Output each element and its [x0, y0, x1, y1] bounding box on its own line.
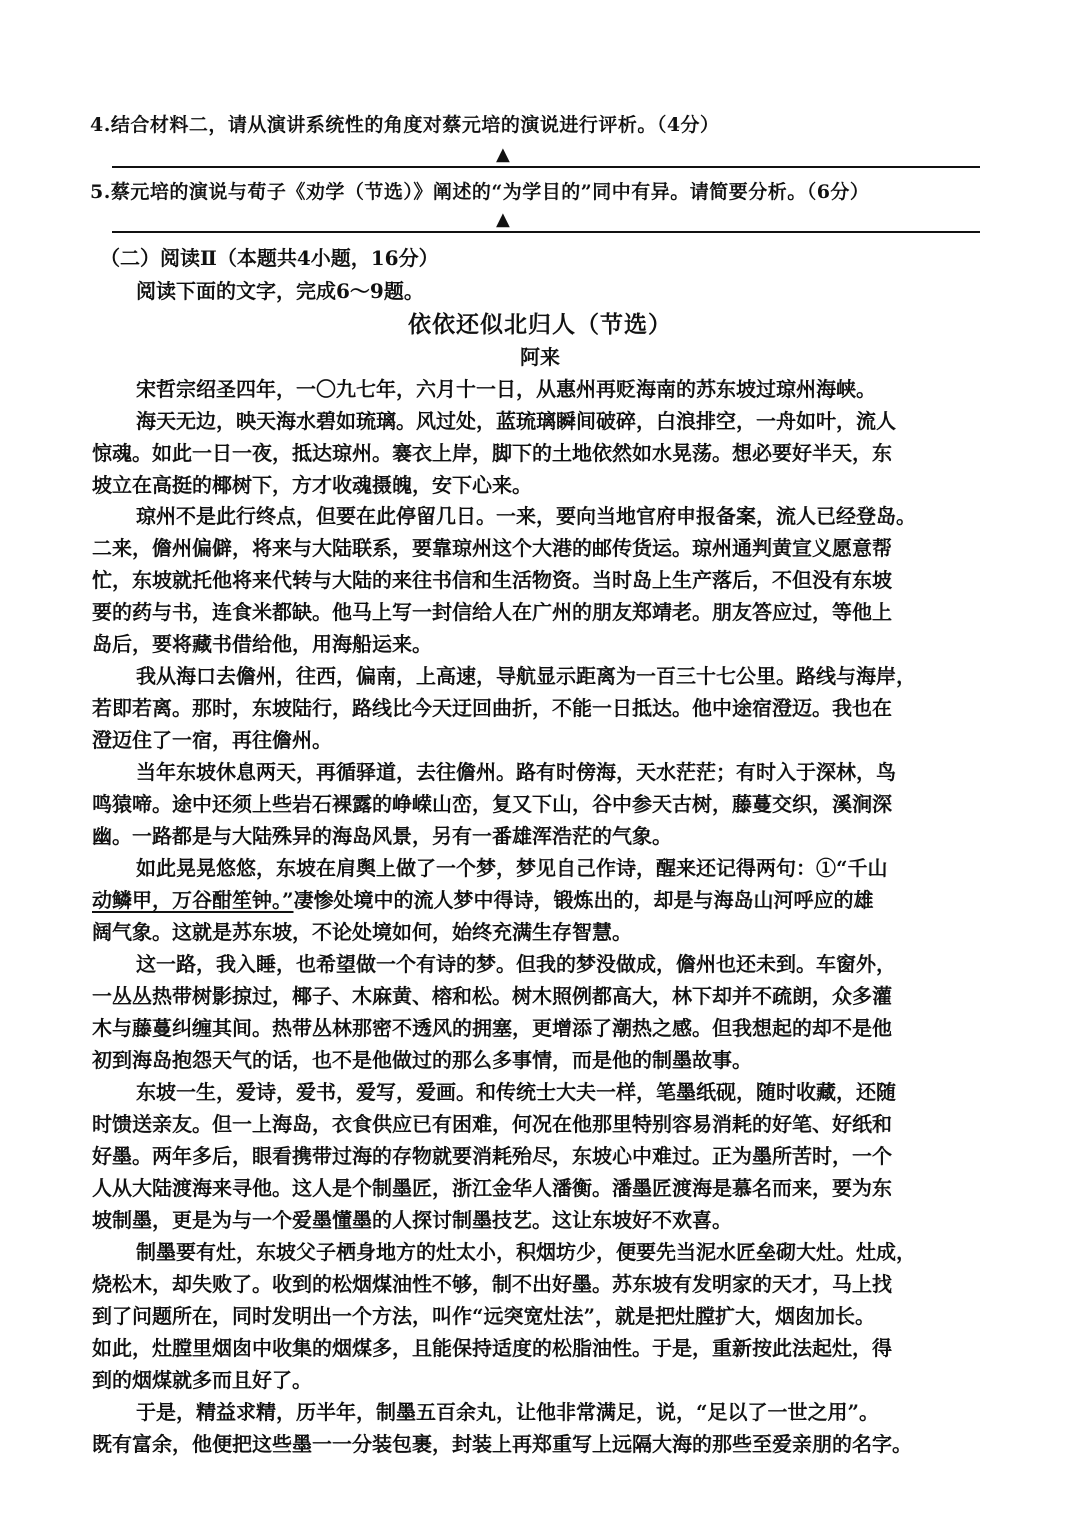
paragraph-line: 人从大陆渡海来寻他。这人是个制墨匠，浙江金华人潘衡。潘墨匠渡海是慕名而来，要为东: [92, 1176, 892, 1200]
paragraph-line: 这一路，我入睡，也希望做一个有诗的梦。但我的梦没做成，儋州也还未到。车窗外，: [136, 952, 896, 976]
paragraph-line: 烧松木，却失败了。收到的松烟煤油性不够，制不出好墨。苏东坡有发明家的天才，马上找: [92, 1272, 892, 1296]
paragraph-line: 要的药与书，连食米都缺。他马上写一封信给人在广州的朋友郑靖老。朋友答应过，等他上: [92, 600, 892, 624]
paragraph-line: 惊魂。如此一日一夜，抵达琼州。褰衣上岸，脚下的土地依然如水晃荡。想必要好半天，东: [92, 441, 892, 465]
answer-line: [112, 231, 980, 233]
paragraph-line-with-underline: [92, 884, 874, 913]
paragraph-line: 如此，灶膛里烟囱中收集的烟煤多，且能保持适度的松脂油性。于是，重新按此法起灶，得: [92, 1336, 892, 1360]
paragraph-line: 到了问题所在，同时发明出一个方法，叫作“远突宽灶法”，就是把灶膛扩大，烟囱加长。: [92, 1304, 876, 1328]
paragraph-line: 木与藤蔓纠缠其间。热带丛林那密不透风的拥塞，更增添了潮热之感。但我想起的却不是他: [92, 1016, 892, 1040]
paragraph-line: 制墨要有灶，东坡父子栖身地方的灶太小，积烟坊少，便要先当泥水匠垒砌大灶。灶成，: [136, 1240, 916, 1264]
paragraph-line: 初到海岛抱怨天气的话，也不是他做过的那么多事情，而是他的制墨故事。: [92, 1048, 752, 1072]
underlined-quote: 动鳞甲，万谷酣笙钟。”: [92, 888, 294, 912]
paragraph-line: 忙，东坡就托他将来代转与大陆的来往书信和生活物资。当时岛上生产落后，不但没有东坡: [92, 568, 892, 592]
answer-line: [112, 166, 980, 168]
paragraph-line: 我从海口去儋州，往西，偏南，上高速，导航显示距离为一百三十七公里。路线与海岸，: [136, 664, 916, 688]
paragraph-line: 澄迈住了一宿，再往儋州。: [92, 728, 332, 752]
paragraph-line: 鸣猿啼。途中还须上些岩石裸露的峥嵘山峦，复又下山，谷中参天古树，藤蔓交织，溪涧深: [92, 792, 892, 816]
article-title: 依依还似北归人（节选）: [408, 311, 672, 338]
paragraph-line: 若即若离。那时，东坡陆行，路线比今天迂回曲折，不能一日抵达。他中途宿澄迈。我也在: [92, 696, 892, 720]
question-5: 5.蔡元培的演说与荀子《劝学（节选）》阐述的“为学目的”同中有异。请简要分析。（6分）: [90, 181, 870, 203]
paragraph-line: 海天无边，映天海水碧如琉璃。风过处，蓝琉璃瞬间破碎，白浪排空，一舟如叶，流人: [136, 409, 896, 433]
section-heading: （二）阅读Ⅱ（本题共4小题，16分）: [100, 246, 439, 270]
paragraph-line: 既有富余，他便把这些墨一一分装包裹，封装上再郑重写上远隔大海的那些至爱亲朋的名字。: [92, 1432, 912, 1456]
paragraph-line: 一丛丛热带树影掠过，椰子、木麻黄、榕和松。树木照例都高大，林下却并不疏朗，众多灌: [92, 984, 892, 1008]
question-4: 4.结合材料二，请从演讲系统性的角度对蔡元培的演说进行评析。（4分）: [90, 114, 720, 136]
paragraph-line: 坡制墨，更是为与一个爱墨懂墨的人探讨制墨技艺。这让东坡好不欢喜。: [92, 1208, 732, 1232]
article-author: 阿来: [520, 345, 560, 369]
paragraph-line: 岛后，要将藏书借给他，用海船运来。: [92, 632, 432, 656]
paragraph-line-rest: 凄惨处境中的流人梦中得诗，锻炼出的，却是与海岛山河呼应的雄: [293, 888, 874, 912]
section-instruction: 阅读下面的文字，完成6～9题。: [136, 279, 424, 303]
paragraph-line: 琼州不是此行终点，但要在此停留几日。一来，要向当地官府申报备案，流人已经登岛。: [136, 504, 916, 528]
answer-marker-icon: ▲: [496, 144, 510, 165]
paragraph-line: 东坡一生，爱诗，爱书，爱写，爱画。和传统士大夫一样，笔墨纸砚，随时收藏，还随: [136, 1080, 896, 1104]
paragraph-line: 幽。一路都是与大陆殊异的海岛风景，另有一番雄浑浩茫的气象。: [92, 824, 672, 848]
paragraph-line: 于是，精益求精，历半年，制墨五百余丸，让他非常满足，说，“足以了一世之用”。: [136, 1400, 880, 1424]
answer-marker-icon: ▲: [496, 209, 510, 230]
paragraph-line: 时馈送亲友。但一上海岛，衣食供应已有困难，何况在他那里特别容易消耗的好笔、好纸和: [92, 1112, 892, 1136]
paragraph-line: 二来，儋州偏僻，将来与大陆联系，要靠琼州这个大港的邮传货运。琼州通判黄宣义愿意帮: [92, 536, 892, 560]
paragraph-line: 好墨。两年多后，眼看携带过海的存物就要消耗殆尽，东坡心中难过。正为墨所苦时，一个: [92, 1144, 892, 1168]
paragraph-line: 阔气象。这就是苏东坡，不论处境如何，始终充满生存智慧。: [92, 920, 632, 944]
paragraph-line: 坡立在高挺的椰树下，方才收魂摄魄，安下心来。: [92, 473, 532, 497]
paragraph-line: 当年东坡休息两天，再循驿道，去往儋州。路有时傍海，天水茫茫；有时入于深林，鸟: [136, 760, 896, 784]
paragraph-line: 宋哲宗绍圣四年，一〇九七年，六月十一日，从惠州再贬海南的苏东坡过琼州海峡。: [136, 377, 876, 401]
paragraph-line: 到的烟煤就多而且好了。: [92, 1368, 312, 1392]
paragraph-line: 如此晃晃悠悠，东坡在肩舆上做了一个梦，梦见自己作诗，醒来还记得两句：①“千山: [136, 856, 888, 880]
